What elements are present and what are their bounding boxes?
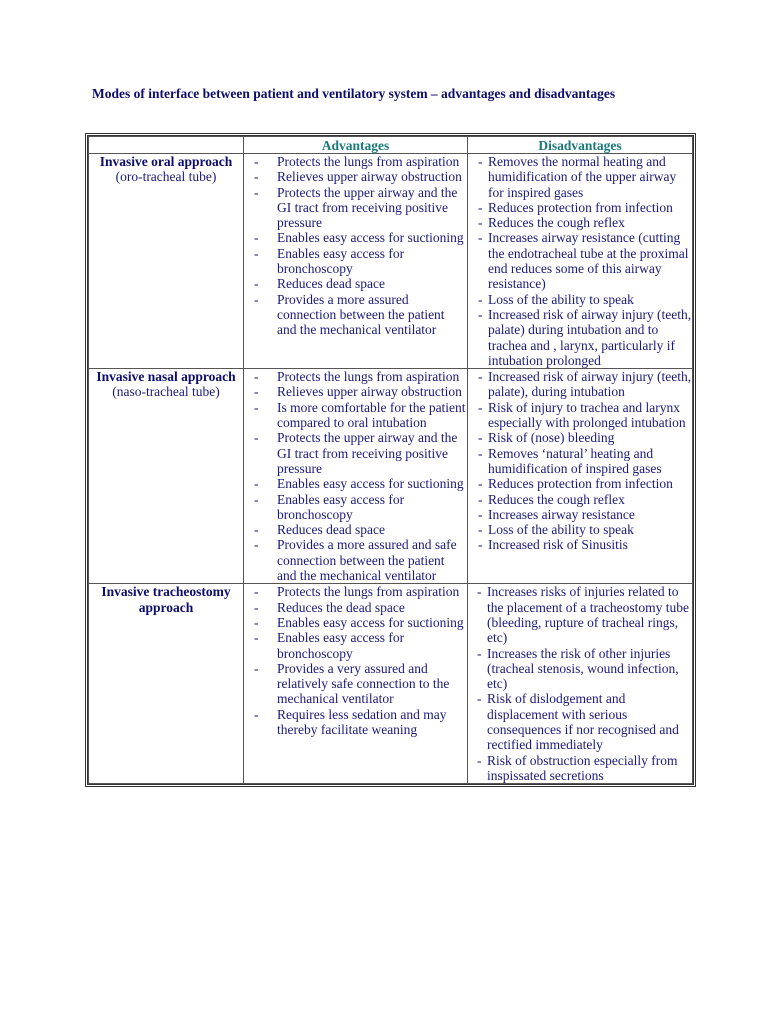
header-mode (89, 137, 244, 154)
advantage-item: - Protects the upper airway and the GI tract from receiving positive pressure (244, 430, 467, 476)
disadvantage-item: - Reduces the cough reflex (468, 492, 692, 507)
advantage-item: - Is more comfortable for the patient compared to oral intubation (244, 400, 467, 431)
advantage-item: - Relieves upper airway obstruction (244, 169, 467, 184)
advantage-item: - Protects the lungs from aspiration (244, 369, 467, 384)
advantage-item: - Enables easy access for suctioning (244, 615, 467, 630)
disadvantage-item: - Increased risk of airway injury (teeth, palate) during intubation and to trachea and , larynx, particularly if intubation prolonged (468, 307, 692, 368)
advantage-item: - Provides a more assured connection between the patient and the mechanical ventilator (244, 292, 467, 338)
mode-subtitle: (naso-tracheal tube) (112, 384, 220, 400)
mode-name: Invasive nasal approach (96, 369, 236, 385)
disadvantage-item: - Increases risks of injuries related to the placement of a tracheostomy tube (bleeding, rupture of tracheal rings, etc) (468, 584, 692, 645)
advantage-item: - Enables easy access for bronchoscopy (244, 246, 467, 277)
disadvantage-item: - Reduces protection from infection (468, 476, 692, 491)
advantage-item: - Reduces dead space (244, 276, 467, 291)
disadvantage-item: - Removes the normal heating and humidification of the upper airway for inspired gases (468, 154, 692, 200)
document-title: Modes of interface between patient and ventilatory system – advantages and disadvantages (92, 86, 616, 101)
mode-name: Invasive tracheostomy approach (101, 584, 231, 615)
advantage-item: - Enables easy access for suctioning (244, 476, 467, 491)
mode-cell (89, 154, 244, 369)
disadvantage-item: - Risk of (nose) bleeding (468, 430, 692, 445)
header-disadvantages: Disadvantages (468, 137, 693, 154)
advantage-item: - Reduces dead space (244, 522, 467, 537)
advantages-cell (244, 154, 468, 369)
disadvantage-item: - Increases the risk of other injuries (tracheal stenosis, wound infection, etc) (468, 646, 692, 692)
table-row (89, 154, 693, 369)
table-row (89, 369, 693, 584)
mode-cell (89, 369, 244, 584)
disadvantage-item: - Increased risk of Sinusitis (468, 537, 692, 552)
disadvantages-cell (468, 369, 693, 584)
table-row (89, 584, 693, 784)
disadvantage-item: - Removes ‘natural’ heating and humidification of inspired gases (468, 446, 692, 477)
disadvantage-item: - Increased risk of airway injury (teeth, palate), during intubation (468, 369, 692, 400)
comparison-table (85, 133, 696, 787)
disadvantage-item: - Increases airway resistance (cutting the endotracheal tube at the proximal end reduces some of this airway resistance) (468, 230, 692, 291)
disadvantages-cell (468, 584, 693, 784)
advantage-item: - Requires less sedation and may thereby facilitate weaning (244, 707, 467, 738)
advantages-cell (244, 369, 468, 584)
advantage-item: - Protects the lungs from aspiration (244, 154, 467, 169)
mode-subtitle: (oro-tracheal tube) (115, 169, 217, 185)
advantage-item: - Protects the lungs from aspiration (244, 584, 467, 599)
disadvantage-item: - Increases airway resistance (468, 507, 692, 522)
advantage-item: - Enables easy access for bronchoscopy (244, 630, 467, 661)
advantages-cell (244, 584, 468, 784)
advantage-item: - Reduces the dead space (244, 600, 467, 615)
mode-name: Invasive oral approach (99, 154, 233, 169)
advantage-item: - Provides a very assured and relatively safe connection to the mechanical ventilator (244, 661, 467, 707)
advantage-item: - Enables easy access for suctioning (244, 230, 467, 245)
disadvantage-item: - Risk of obstruction especially from inspissated secretions (468, 753, 692, 784)
mode-cell (89, 584, 244, 784)
disadvantage-item: - Reduces the cough reflex (468, 215, 692, 230)
advantage-item: - Relieves upper airway obstruction (244, 384, 467, 399)
advantage-item: - Protects the upper airway and the GI tract from receiving positive pressure (244, 185, 467, 231)
disadvantage-item: - Risk of injury to trachea and larynx especially with prolonged intubation (468, 400, 692, 431)
header-advantages: Advantages (244, 137, 468, 154)
table-header-row (89, 137, 693, 154)
disadvantage-item: - Reduces protection from infection (468, 200, 692, 215)
advantage-item: - Provides a more assured and safe connection between the patient and the mechanical ventilator (244, 537, 467, 583)
advantage-item: - Enables easy access for bronchoscopy (244, 492, 467, 523)
disadvantage-item: - Loss of the ability to speak (468, 292, 692, 307)
disadvantages-cell (468, 154, 693, 369)
disadvantage-item: - Risk of dislodgement and displacement with serious consequences if nor recognised and rectified immediately (468, 691, 692, 752)
disadvantage-item: - Loss of the ability to speak (468, 522, 692, 537)
